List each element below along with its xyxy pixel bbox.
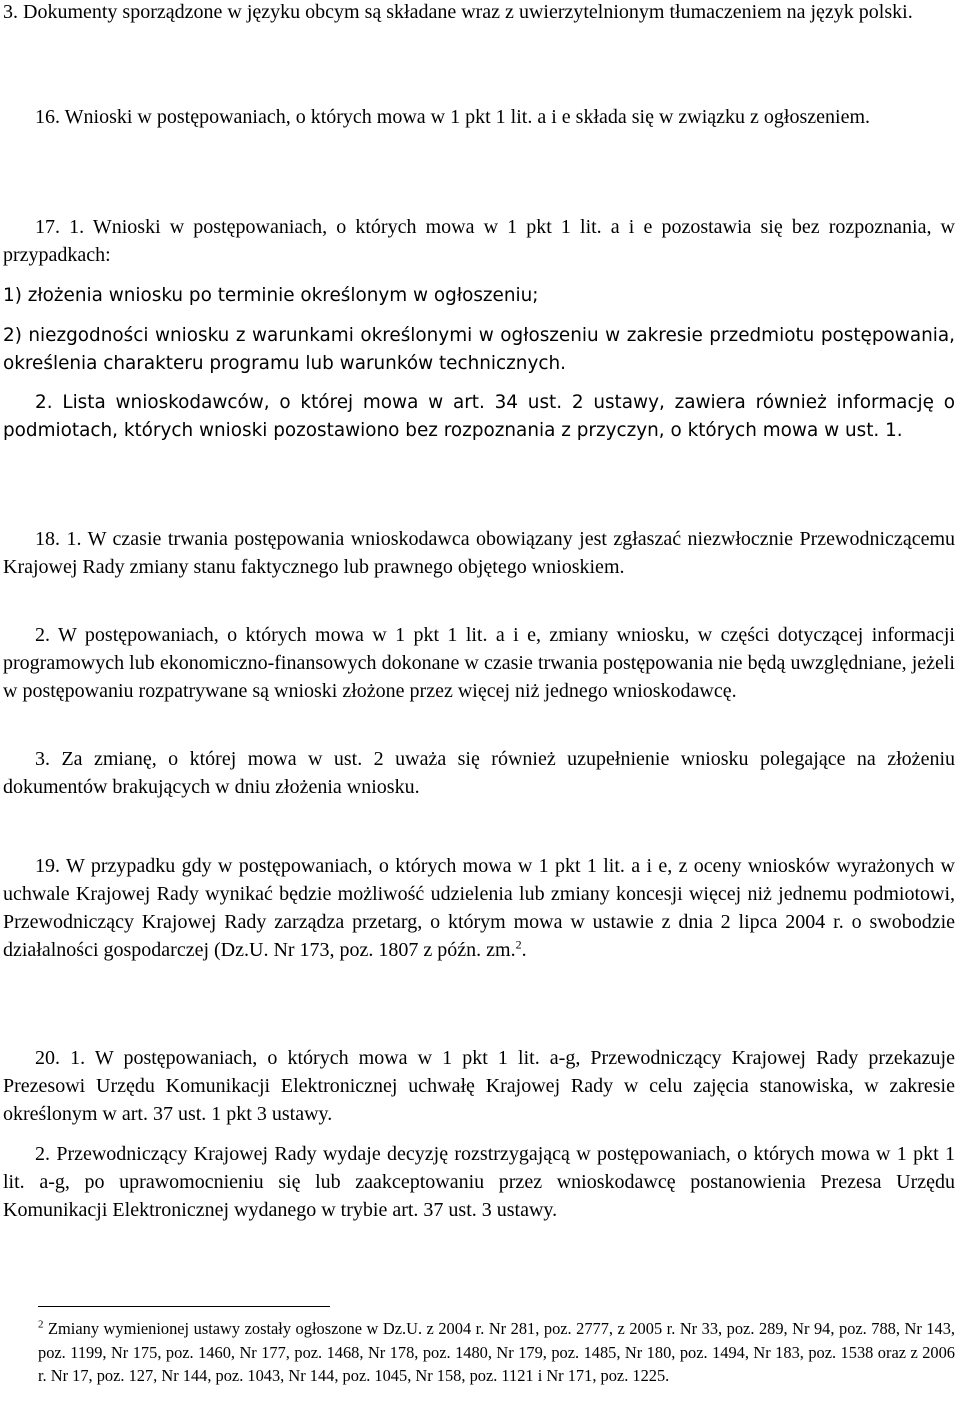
list-item-17-1-1: [3, 282, 955, 310]
paragraph-section-20-1: [3, 1044, 955, 1128]
footnote-text: Zmiany wymienionej ustawy zostały ogłoszone w Dz.U. z 2004 r. Nr 281, poz. 2777, z 2005 r. Nr 33, poz. 289, Nr 94, poz. 788, Nr 143, poz. 1199, Nr 175, poz. 1460, Nr 177, poz. 1468, Nr 178, poz. 1480, Nr 179, poz. 1485, Nr 180, poz. 1494, Nr 183, poz. 1538 oraz z 2006 r. Nr 17, poz. 127, Nr 144, poz. 1043, Nr 144, poz. 1045, Nr 158, poz. 1121 i Nr 171, poz. 1225.: [38, 1319, 955, 1385]
list-item-17-1-2: [3, 322, 955, 378]
paragraph-text: 2. W postępowaniach, o których mowa w 1 pkt 1 lit. a i e, zmiany wniosku, w części dotyczącej informacji programowych lub ekonomiczno-finansowych dokonane w czasie trwania postępowania nie będą uwzględniane, jeżeli w postępowaniu rozpatrywane są wnioski złożone przez więcej niż jednego wnioskodawcę.: [3, 624, 955, 702]
paragraph-section-18-1: [3, 525, 955, 581]
paragraph-text: 2. Lista wnioskodawców, o której mowa w art. 34 ust. 2 ustawy, zawiera również informację o podmiotach, których wnioski pozostawiono bez rozpoznania z przyczyn, o których mowa w ust. 1.: [3, 392, 955, 441]
paragraph-text: 20. 1. W postępowaniach, o których mowa w 1 pkt 1 lit. a-g, Przewodniczący Krajowej Rady przekazuje Prezesowi Urzędu Komunikacji Elektronicznej uchwałę Krajowej Rady w celu zajęcia stanowiska, w zakresie określonym w art. 37 ust. 1 pkt 3 ustawy.: [3, 1047, 955, 1125]
footnote: [38, 1317, 955, 1388]
paragraph-text: 16. Wnioski w postępowaniach, o których mowa w 1 pkt 1 lit. a i e składa się w związku z ogłoszeniem.: [35, 106, 870, 128]
paragraph-text: 1) złożenia wniosku po terminie określonym w ogłoszeniu;: [3, 285, 539, 306]
paragraph-section-17-1: [3, 213, 955, 269]
paragraph-text: 19. W przypadku gdy w postępowaniach, o których mowa w 1 pkt 1 lit. a i e, z oceny wniosków wyrażonych w uchwale Krajowej Rady wynikać będzie możliwość udzielenia lub zmiany koncesji więcej niż jednemu podmiotowi, Przewodniczący Krajowej Rady zarządza przetarg, o którym mowa w ustawie z dnia 2 lipca 2004 r. o swobodzie działalności gospodarczej (Dz.U. Nr 173, poz. 1807 z późn. zm.: [3, 855, 955, 961]
paragraph-section-16: [3, 103, 955, 131]
paragraph-text: 17. 1. Wnioski w postępowaniach, o których mowa w 1 pkt 1 lit. a i e pozostawia się bez rozpoznania, w przypadkach:: [3, 216, 955, 266]
paragraph-text: 3. Dokumenty sporządzone w języku obcym są składane wraz z uwierzytelnionym tłumaczeniem na język polski.: [3, 1, 913, 23]
paragraph-section-18-3: [3, 745, 955, 801]
footnote-marker: 2: [38, 1318, 44, 1331]
footnote-separator: [38, 1306, 330, 1307]
paragraph-section-19: [3, 852, 955, 964]
paragraph-section-18-2: [3, 621, 955, 705]
footnote-reference-tail: .: [521, 939, 527, 961]
paragraph-section-20-2: [3, 1140, 955, 1224]
paragraph-3-documents: [3, 0, 955, 26]
paragraph-text: 3. Za zmianę, o której mowa w ust. 2 uważa się również uzupełnienie wniosku polegające na złożeniu dokumentów brakujących w dniu złożenia wniosku.: [3, 748, 955, 798]
paragraph-text: 2) niezgodności wniosku z warunkami określonymi w ogłoszeniu w zakresie przedmiotu postępowania, określenia charakteru programu lub warunków technicznych.: [3, 325, 955, 374]
paragraph-text: 2. Przewodniczący Krajowej Rady wydaje decyzję rozstrzygającą w postępowaniach, o których mowa w 1 pkt 1 lit. a-g, po uprawomocnieniu się lub zaakceptowaniu przez wnioskodawcę postanowienia Prezesa Urzędu Komunikacji Elektronicznej wydanego w trybie art. 37 ust. 3 ustawy.: [3, 1143, 955, 1221]
paragraph-section-17-2: [3, 389, 955, 445]
footnote-reference: 2: [515, 937, 522, 952]
paragraph-text: 18. 1. W czasie trwania postępowania wnioskodawca obowiązany jest zgłaszać niezwłocznie Przewodniczącemu Krajowej Rady zmiany stanu faktycznego lub prawnego objętego wnioskiem.: [3, 528, 955, 578]
